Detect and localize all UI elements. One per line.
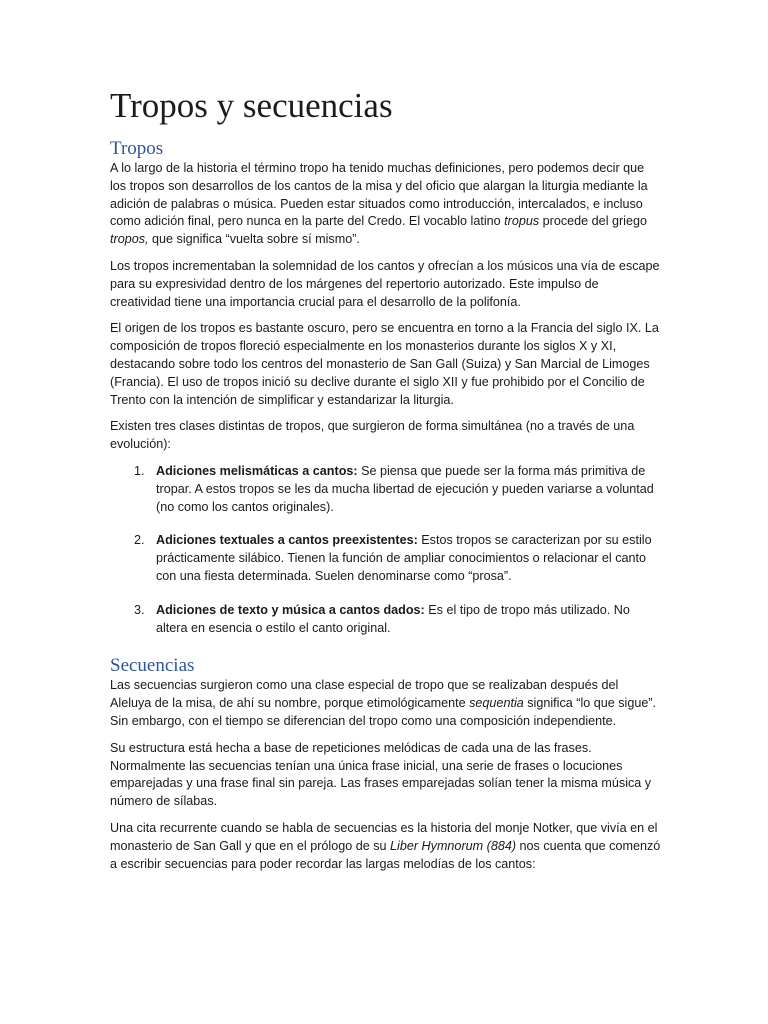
list-item-text: Es el tipo de tropo más utilizado. No altera en esencia o estilo el canto original. (156, 602, 630, 635)
text-run: nos cuenta que comenzó a escribir secuencias para poder recordar las largas melodías de los cantos: (110, 838, 661, 871)
secuencias-paragraph-1 (110, 677, 662, 730)
italic-term-tropus: tropus (504, 214, 540, 229)
tropos-paragraph-1 (110, 160, 662, 249)
text-run: que significa “vuelta sobre sí mismo”. (148, 232, 360, 247)
secuencias-paragraph-2: Su estructura está hecha a base de repeticiones melódicas de cada una de las frases. Normalmente las secuencias tenían una única frase inicial, una serie de frases o locuciones emparejadas y una frase final sin pareja. Las frases emparejadas solían tener la misma música y número de sílabas. (110, 740, 652, 809)
document-page (110, 84, 662, 882)
tropos-paragraph-2: Los tropos incrementaban la solemnidad de los cantos y ofrecían a los músicos una vía de escape para su expresividad dentro de los márgenes del repertorio autorizado. Este impulso de creatividad tiene una importancia crucial para el desarrollo de la polifonía. (110, 258, 660, 309)
list-item-text: Se piensa que puede ser la forma más primitiva de tropar. A estos tropos se les da mucha libertad de ejecución y pueden variarse a voluntad (no como los cantos originales). (156, 463, 654, 514)
italic-term-tropos: tropos, (110, 232, 149, 247)
section-heading-secuencias: Secuencias (110, 655, 195, 677)
document-title: Tropos y secuencias (110, 86, 393, 125)
list-number: 1. (134, 463, 145, 478)
tropos-paragraph-4: Existen tres clases distintas de tropos, que surgieron de forma simultánea (no a través de una evolución): (110, 419, 635, 452)
section-heading-tropos: Tropos (110, 138, 164, 159)
list-number: 3. (134, 602, 145, 617)
text-run: A lo largo de la historia el término tropo ha tenido muchas definiciones, pero podemos decir que los tropos son desarrollos de los cantos de la misa y del oficio que alargan la liturgia mediante la adición de palabras o música. Pueden estar situados como introducción, intercalados, e incluso como adición final, pero nunca en la parte del Credo. El vocablo latino (110, 161, 648, 229)
list-item-title: Adiciones de texto y música a cantos dados: (156, 602, 425, 617)
text-run: significa “lo que sigue”. Sin embargo, con el tiempo se diferencian del tropo como una composición independiente. (110, 696, 657, 728)
text-run: procede del griego (539, 214, 647, 229)
list-item (110, 602, 662, 638)
list-item-text: Estos tropos se caracterizan por su estilo prácticamente silábico. Tienen la función de ampliar conocimientos o relacionar el canto con una fiesta determinada. Suelen denominarse como “prosa”. (156, 533, 652, 583)
list-item-title: Adiciones textuales a cantos preexistentes: (156, 533, 418, 548)
list-item-title: Adiciones melismáticas a cantos: (156, 463, 358, 478)
list-number: 2. (134, 533, 145, 548)
tropos-kinds-list (110, 463, 662, 637)
italic-title-liber-hymnorum: Liber Hymnorum (884) (390, 838, 517, 853)
list-item (110, 463, 662, 516)
text-run: Una cita recurrente cuando se habla de secuencias es la historia del monje Notker, que vivía en el monasterio de San Gall y que en el prólogo de su (110, 820, 658, 853)
secuencias-paragraph-3 (110, 820, 662, 873)
tropos-paragraph-3: El origen de los tropos es bastante oscuro, pero se encuentra en torno a la Francia del siglo IX. La composición de tropos floreció especialmente en los monasterios durante los siglos X y XI, destacando sobre todo los centros del monasterio de San Gall (Suiza) y San Marcial de Limoges (Francia). El uso de tropos inició su declive durante el siglo XII y fue prohibido por el Concilio de Trento con la intención de simplificar y estandarizar la liturgia. (110, 321, 659, 407)
text-run: Las secuencias surgieron como una clase especial de tropo que se realizaban después del Aleluya de la misa, de ahí su nombre, porque etimológicamente (110, 678, 619, 711)
list-item (110, 532, 662, 585)
italic-term-sequentia: sequentia (469, 696, 524, 711)
